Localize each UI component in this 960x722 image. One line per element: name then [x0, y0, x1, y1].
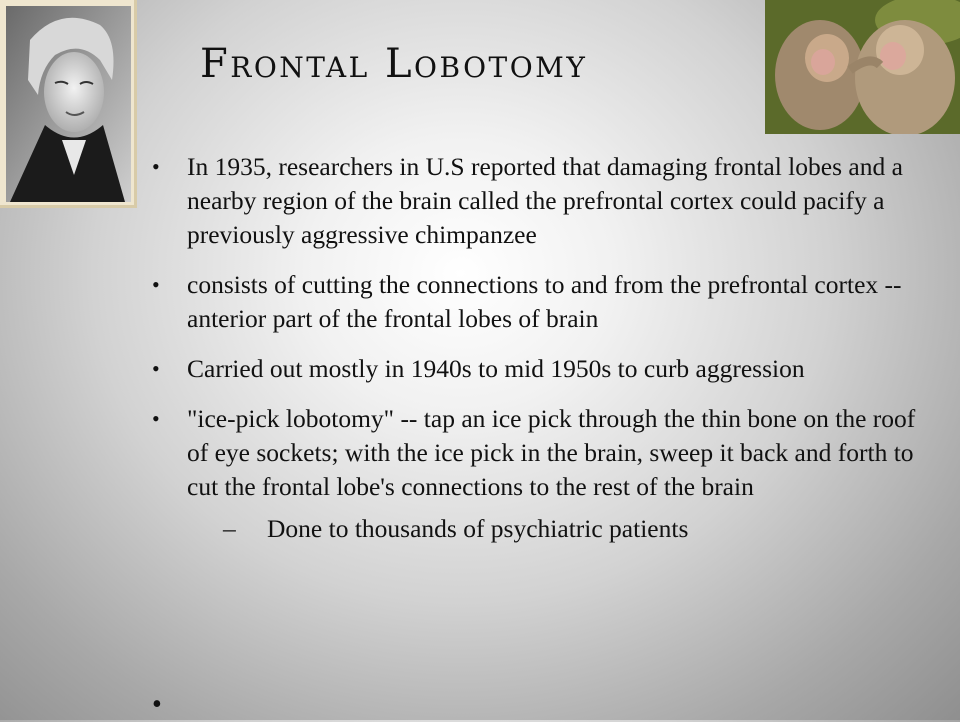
bullet-text: "ice-pick lobotomy" -- tap an ice pick through the thin bone on the roof of eye sockets; with the ice pick in the brain, sweep it back and forth to cut the frontal lobe's connections to the rest of the brain [187, 404, 916, 501]
bullet-item [150, 352, 940, 386]
monkeys-photo-art [765, 0, 960, 134]
bullet-icon: • [152, 154, 160, 179]
portrait-photo [0, 0, 137, 208]
bullet-item [150, 402, 940, 546]
sub-bullet-item [187, 512, 940, 546]
empty-bullet-icon: • [152, 689, 162, 720]
portrait-photo-art [0, 0, 137, 208]
bullet-item [150, 150, 940, 252]
sub-bullet-text: Done to thousands of psychiatric patients [267, 514, 689, 543]
bullet-text: Carried out mostly in 1940s to mid 1950s to curb aggression [187, 354, 805, 383]
slide-body [150, 150, 940, 562]
bullet-text: In 1935, researchers in U.S reported that damaging frontal lobes and a nearby region of the brain called the prefrontal cortex could pacify a previously aggressive chimpanzee [187, 152, 903, 249]
dash-icon: – [223, 514, 236, 543]
bullet-item [150, 268, 940, 336]
bullet-list [150, 150, 940, 546]
monkeys-photo [765, 0, 960, 134]
bullet-icon: • [152, 272, 160, 297]
bullet-icon: • [152, 406, 160, 431]
bullet-icon: • [152, 356, 160, 381]
bullet-text: consists of cutting the connections to and from the prefrontal cortex -- anterior part of the frontal lobes of brain [187, 270, 902, 333]
slide-title: Frontal Lobotomy [200, 41, 588, 87]
